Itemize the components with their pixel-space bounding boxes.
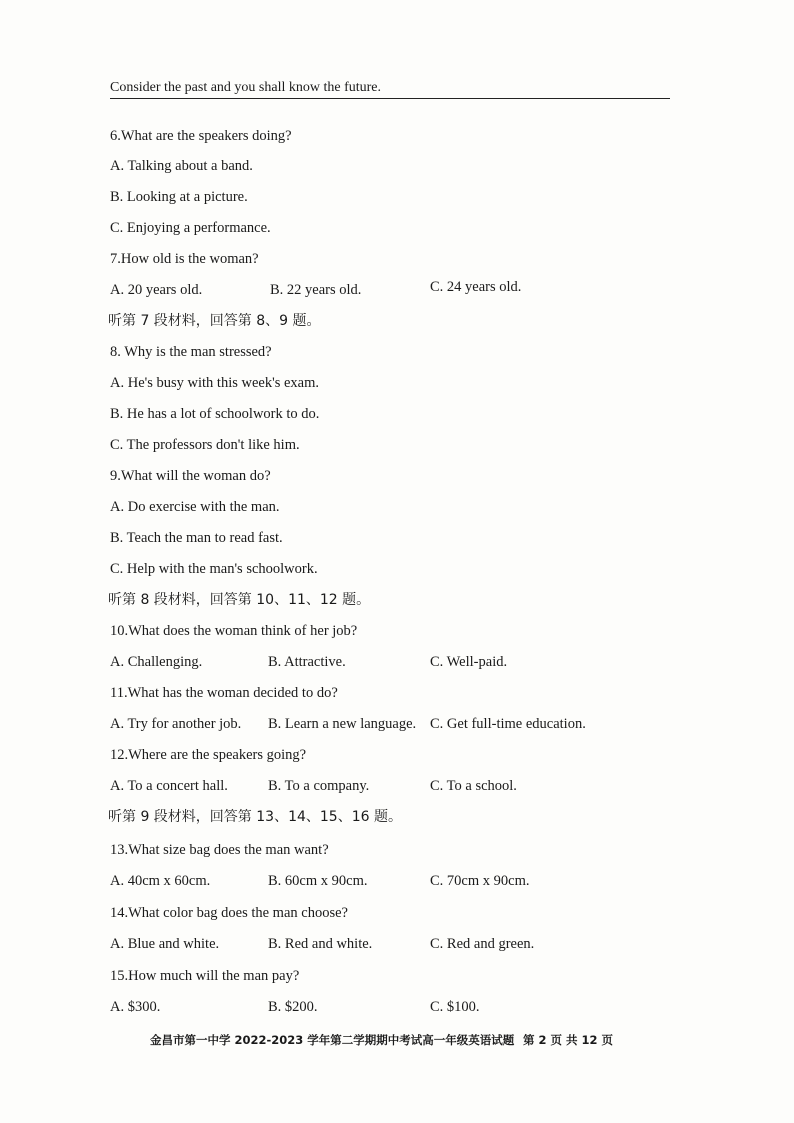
question-14: 14.What color bag does the man choose? [110,905,348,921]
q6-option-a: A. Talking about a band. [110,158,253,174]
q11-option-a: A. Try for another job. [110,716,242,732]
section-8-instruction: 听第 8 段材料，回答第 10、11、12 题。 [108,592,371,608]
q12-option-a: A. To a concert hall. [110,778,228,794]
q11-options [0,715,794,733]
q15-options [0,998,794,1016]
q7-option-b: B. 22 years old. [270,282,362,298]
q15-option-a: A. $300. [110,999,161,1015]
q6-option-b: B. Looking at a picture. [110,189,248,205]
question-6: 6.What are the speakers doing? [110,128,292,144]
q6-option-c: C. Enjoying a performance. [110,220,271,236]
q14-option-a: A. Blue and white. [110,936,220,952]
q12-options [0,777,794,795]
q10-options [0,653,794,671]
question-10: 10.What does the woman think of her job? [110,623,358,639]
q8-option-a: A. He's busy with this week's exam. [110,375,320,391]
section-7-instruction: 听第 7 段材料，回答第 8、9 题。 [108,313,321,329]
footer-exam-title: 金昌市第一中学 2022-2023 学年第二学期期中考试高一年级英语试题 [150,1033,515,1047]
q10-option-c: C. Well-paid. [430,654,508,670]
q7-option-a: A. 20 years old. [110,282,203,298]
q10-option-b: B. Attractive. [268,654,346,670]
question-13: 13.What size bag does the man want? [110,842,329,858]
q9-option-b: B. Teach the man to read fast. [110,530,283,546]
q13-option-a: A. 40cm x 60cm. [110,873,211,889]
q9-option-c: C. Help with the man's schoolwork. [110,561,318,577]
q14-option-c: C. Red and green. [430,936,535,952]
q14-options [0,935,794,953]
q12-option-b: B. To a company. [268,778,370,794]
q8-option-b: B. He has a lot of schoolwork to do. [110,406,320,422]
question-8: 8. Why is the man stressed? [110,344,272,360]
q11-option-b: B. Learn a new language. [268,716,417,732]
q11-option-c: C. Get full-time education. [430,716,586,732]
q13-option-c: C. 70cm x 90cm. [430,873,530,889]
q7-options [0,281,794,299]
q13-option-b: B. 60cm x 90cm. [268,873,368,889]
q13-options [0,872,794,890]
q9-option-a: A. Do exercise with the man. [110,499,280,515]
section-9-instruction: 听第 9 段材料，回答第 13、14、15、16 题。 [108,809,402,825]
question-12: 12.Where are the speakers going? [110,747,307,763]
question-15: 15.How much will the man pay? [110,968,300,984]
q15-option-c: C. $100. [430,999,480,1015]
q10-option-a: A. Challenging. [110,654,203,670]
q15-option-b: B. $200. [268,999,318,1015]
q8-option-c: C. The professors don't like him. [110,437,300,453]
q14-option-b: B. Red and white. [268,936,373,952]
question-7: 7.How old is the woman? [110,251,259,267]
page-header-motto: Consider the past and you shall know the future. [110,78,670,99]
question-11: 11.What has the woman decided to do? [110,685,338,701]
q7-option-c: C. 24 years old. [430,279,522,295]
question-9: 9.What will the woman do? [110,468,271,484]
footer-page-number: 第 2 页 共 12 页 [523,1033,614,1047]
q12-option-c: C. To a school. [430,778,517,794]
